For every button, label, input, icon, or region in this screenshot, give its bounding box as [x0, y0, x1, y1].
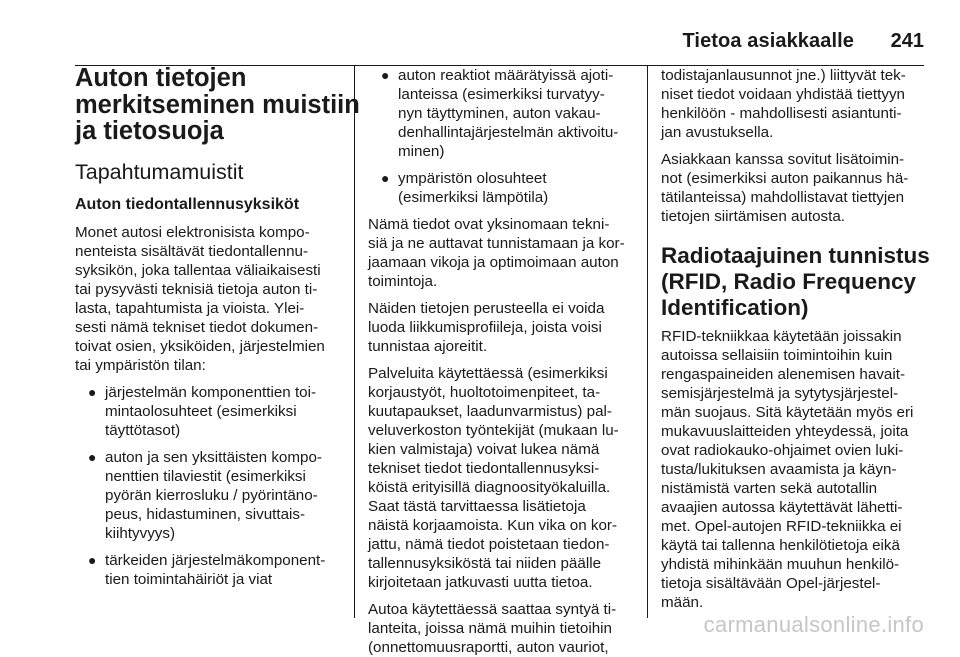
- column-2: [368, 62, 640, 657]
- paragraph: todistajanlausunnot jne.) liittyvät tek- niset tiedot voidaan yhdistää tiettyyn henkilöön - mahdollisesti asiantunti- jan avustuksella.: [661, 67, 906, 141]
- header-title: Tietoa asiakkaalle: [682, 30, 854, 52]
- page-number: 241: [890, 30, 924, 52]
- column-divider: [647, 66, 648, 618]
- paragraph: Nämä tiedot ovat yksinomaan tekni- siä ja ne auttavat tunnistamaan ja kor- jaamaan vikoja ja optimoimaan auton toimintoja.: [368, 216, 625, 290]
- paragraph: Asiakkaan kanssa sovitut lisätoimin- not (esimerkiksi auton paikannus hä- tätilanteissa) mahdollistavat tiettyjen tietojen siirtämisen autosta.: [661, 151, 909, 225]
- paragraph: Näiden tietojen perusteella ei voida luoda liikkumisprofiileja, joista voisi tunnistaa ajoreitit.: [368, 300, 605, 355]
- column-divider: [354, 66, 355, 618]
- bullet-item: ● järjestelmän komponenttien toi- mintaolosuhteet (esimerkiksi täyttötasot): [88, 383, 317, 439]
- intro-paragraph: Monet autosi elektronisista kompo- nenteista sisältävät tiedontallennu- syksikön, joka tallentaa väliaikaisesti tai pysyvästi teknisiä tietoja auton ti- lasta, tapahtumista ja vioista. Ylei- sesti nämä tekniset tiedot dokumen- toivat osien, yksiköiden, järjestelmien tai ympäristön tilan:: [75, 223, 325, 374]
- bullet-icon: ●: [88, 448, 97, 465]
- subheading: Tapahtumamuistit: [75, 159, 244, 184]
- section-heading: Auton tietojen merkitseminen muistiin ja tietosuoja: [75, 64, 360, 145]
- watermark: carmanualsonline.info: [703, 612, 924, 637]
- paragraph: Autoa käytettäessä saattaa syntyä ti- lanteita, joissa nämä muihin tietoihin (onnettomuusraportti, auton vauriot,: [368, 601, 617, 656]
- bullet-icon: ●: [88, 551, 97, 568]
- column-3: [661, 62, 933, 612]
- section-heading: Radiotaajuinen tunnistus (RFID, Radio Frequency Identification): [661, 243, 930, 320]
- paragraph: RFID-tekniikkaa käytetään joissakin autoissa sellaisiin toimintoihin kuin rengaspaineiden alenemisen havait- semisjärjestelmä ja sytytysjärjestel- män suojaus. Sitä käytetään myös eri mukavuuslaitteiden yhteydessä, joita ovat radiokauko-ohjaimet ovien luki- tusta/lukituksen avaamista ja käyn- nistämistä varten sekä autotallin avaajien autossa käytettävät lähetti- met. Opel-autojen RFID-tekniikka ei käytä tai tallenna henkilötietoja eikä yhdistä mihinkään muuhun henkilö- tietoja sisältävään Opel-järjestel- mään.: [661, 328, 914, 611]
- bullet-icon: ●: [381, 170, 390, 186]
- bullet-item: ● ympäristön olosuhteet (esimerkiksi lämpötila): [381, 170, 549, 206]
- page-header: [0, 18, 960, 54]
- bullet-icon: ●: [88, 383, 97, 400]
- bullet-item: ● auton ja sen yksittäisten kompo- nenttien tilaviestit (esimerkiksi pyörän kierrosluku / pyörintäno- peus, hidastuminen, sivuttais- kiihtyvyys): [88, 448, 322, 542]
- bullet-icon: ●: [381, 67, 390, 83]
- paragraph: Palveluita käytettäessä (esimerkiksi korjaustyöt, huoltotoimenpiteet, ta- kuutapaukset, laadunvarmistus) pal- veluverkoston työntekijät (mukaan lu- kien valmistaja) voivat lukea nämä tekniset tiedot tiedontallennusyksi- köistä erityisillä diagnoosityökaluilla. Saat tästä tarvittaessa lisätietoja näistä korjaamoista. Kun vika on kor- jattu, nämä tiedot poistetaan tiedon- tallennusyksiköstä tai niiden päälle kirjoitetaan jatkuvasti uutta tietoa.: [368, 365, 619, 591]
- bullet-item: ● tärkeiden järjestelmäkomponent- tien toimintahäiriöt ja viat: [88, 551, 326, 588]
- sub-subheading: Auton tiedontallennusyksiköt: [75, 195, 300, 213]
- column-1: [75, 62, 360, 589]
- bullet-item: ● auton reaktiot määrätyissä ajoti- lanteissa (esimerkiksi turvatyy- nyn täyttyminen, auton vakau- denhallintajärjestelmän aktivoitu- minen): [381, 67, 619, 160]
